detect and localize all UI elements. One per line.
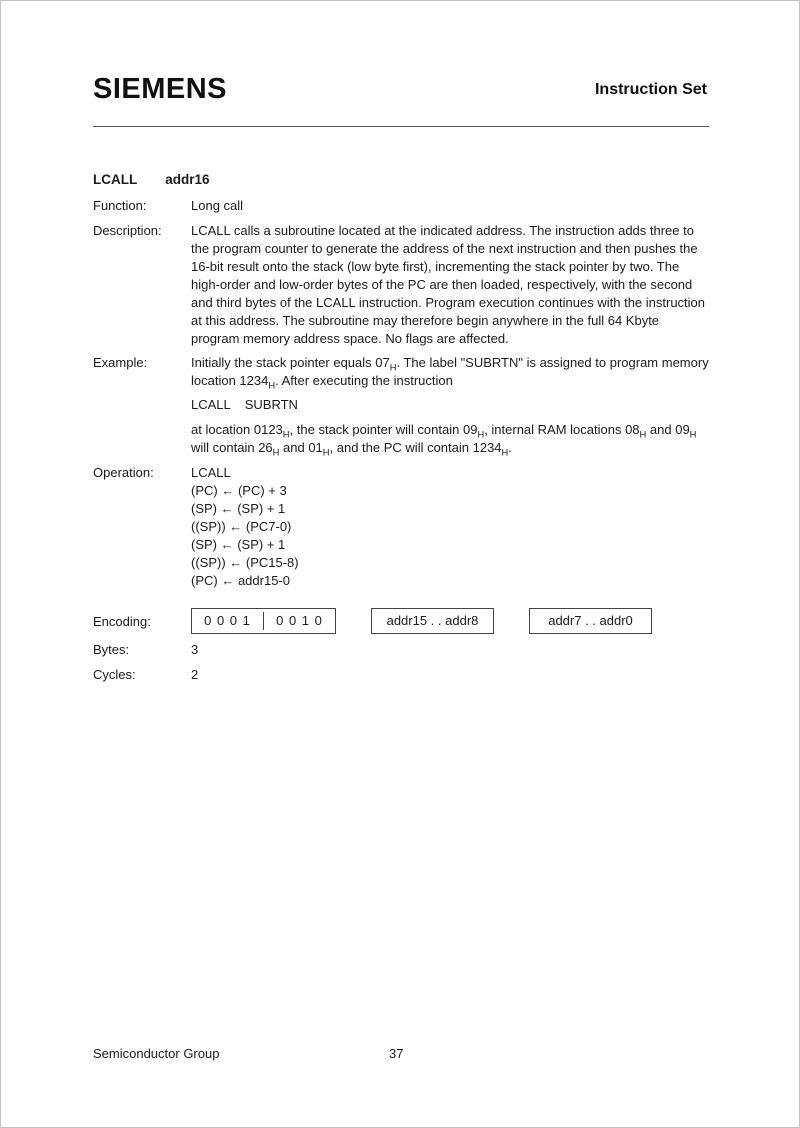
header-section-title: Instruction Set — [594, 81, 707, 98]
operation-lines — [191, 464, 709, 590]
instruction-content — [93, 171, 709, 684]
footer-group-name: Semiconductor Group — [93, 1046, 220, 1061]
description-text: LCALL calls a subroutine located at the indicated address. The instruction adds three to the program counter to generate the address of the next instruction and then pushes the 16-bit result onto the stack (low byte first), incrementing the stack pointer by two. The high-order and low-order bytes of the PC are then loaded, respectively, with the second and third bytes of the LCALL instruction. Program execution continues with the instruction at this address. The subroutine may therefore begin anywhere in the full 64 Kbyte program memory address space. No flags are affected. — [191, 223, 706, 346]
cycles-label: Cycles: — [93, 667, 136, 682]
address-high-byte-box: addr15 . . addr8 — [371, 608, 494, 634]
operation-line: LCALL — [191, 465, 231, 480]
address-low-byte-box: addr7 . . addr0 — [529, 608, 652, 634]
instruction-title — [93, 171, 709, 189]
bytes-value: 3 — [191, 642, 199, 657]
operation-row — [93, 464, 709, 590]
description-row — [93, 222, 709, 348]
bytes-label: Bytes: — [93, 642, 130, 657]
cycles-row — [93, 666, 709, 684]
encoding-label: Encoding: — [93, 614, 151, 629]
opcode-byte-box — [191, 608, 336, 634]
operation-line: (PC) ← addr15-0 — [191, 573, 290, 588]
header-divider — [93, 126, 709, 127]
example-label: Example: — [93, 355, 148, 370]
bytes-row — [93, 641, 709, 659]
example-paragraph-2: at location $0123_H$, the stack pointer will contain $09_H$, internal RAM locations $08_H$ and $09_H$ will contain $26_H$ and $01_H$, and the PC will contain $1234_H$. — [191, 422, 697, 458]
operation-label: Operation: — [93, 465, 154, 480]
example-row — [93, 354, 709, 457]
footer-page-number: 37 — [389, 1046, 404, 1061]
operation-line: (PC) ← (PC) + 3 — [191, 483, 287, 498]
function-text: Long call — [191, 198, 244, 213]
opcode-low-nibble: 0 0 1 0 — [263, 612, 335, 630]
example-paragraph-1: Initially the stack pointer equals $07_H$. The label "SUBRTN" is assigned to program memory location $1234_H$. After executing the instruction — [191, 355, 709, 391]
siemens-logo: SIEMENS — [93, 73, 228, 105]
function-label: Function: — [93, 198, 147, 213]
operation-line: ((SP)) ← (PC7-0) — [191, 519, 292, 534]
operation-line: (SP) ← (SP) + 1 — [191, 501, 286, 516]
example-code-line: LCALL SUBRTN — [191, 397, 298, 412]
operation-line: ((SP)) ← (PC15-8) — [191, 555, 299, 570]
encoding-row — [93, 613, 709, 634]
encoding-boxes — [191, 608, 652, 634]
instruction-mnemonic: LCALL — [93, 172, 138, 187]
cycles-value: 2 — [191, 667, 199, 682]
opcode-high-nibble: 0 0 0 1 — [204, 613, 251, 628]
function-row — [93, 197, 709, 215]
description-label: Description: — [93, 223, 162, 238]
instruction-operands: addr16 — [165, 172, 210, 187]
operation-line: (SP) ← (SP) + 1 — [191, 537, 286, 552]
example-body — [191, 354, 709, 457]
